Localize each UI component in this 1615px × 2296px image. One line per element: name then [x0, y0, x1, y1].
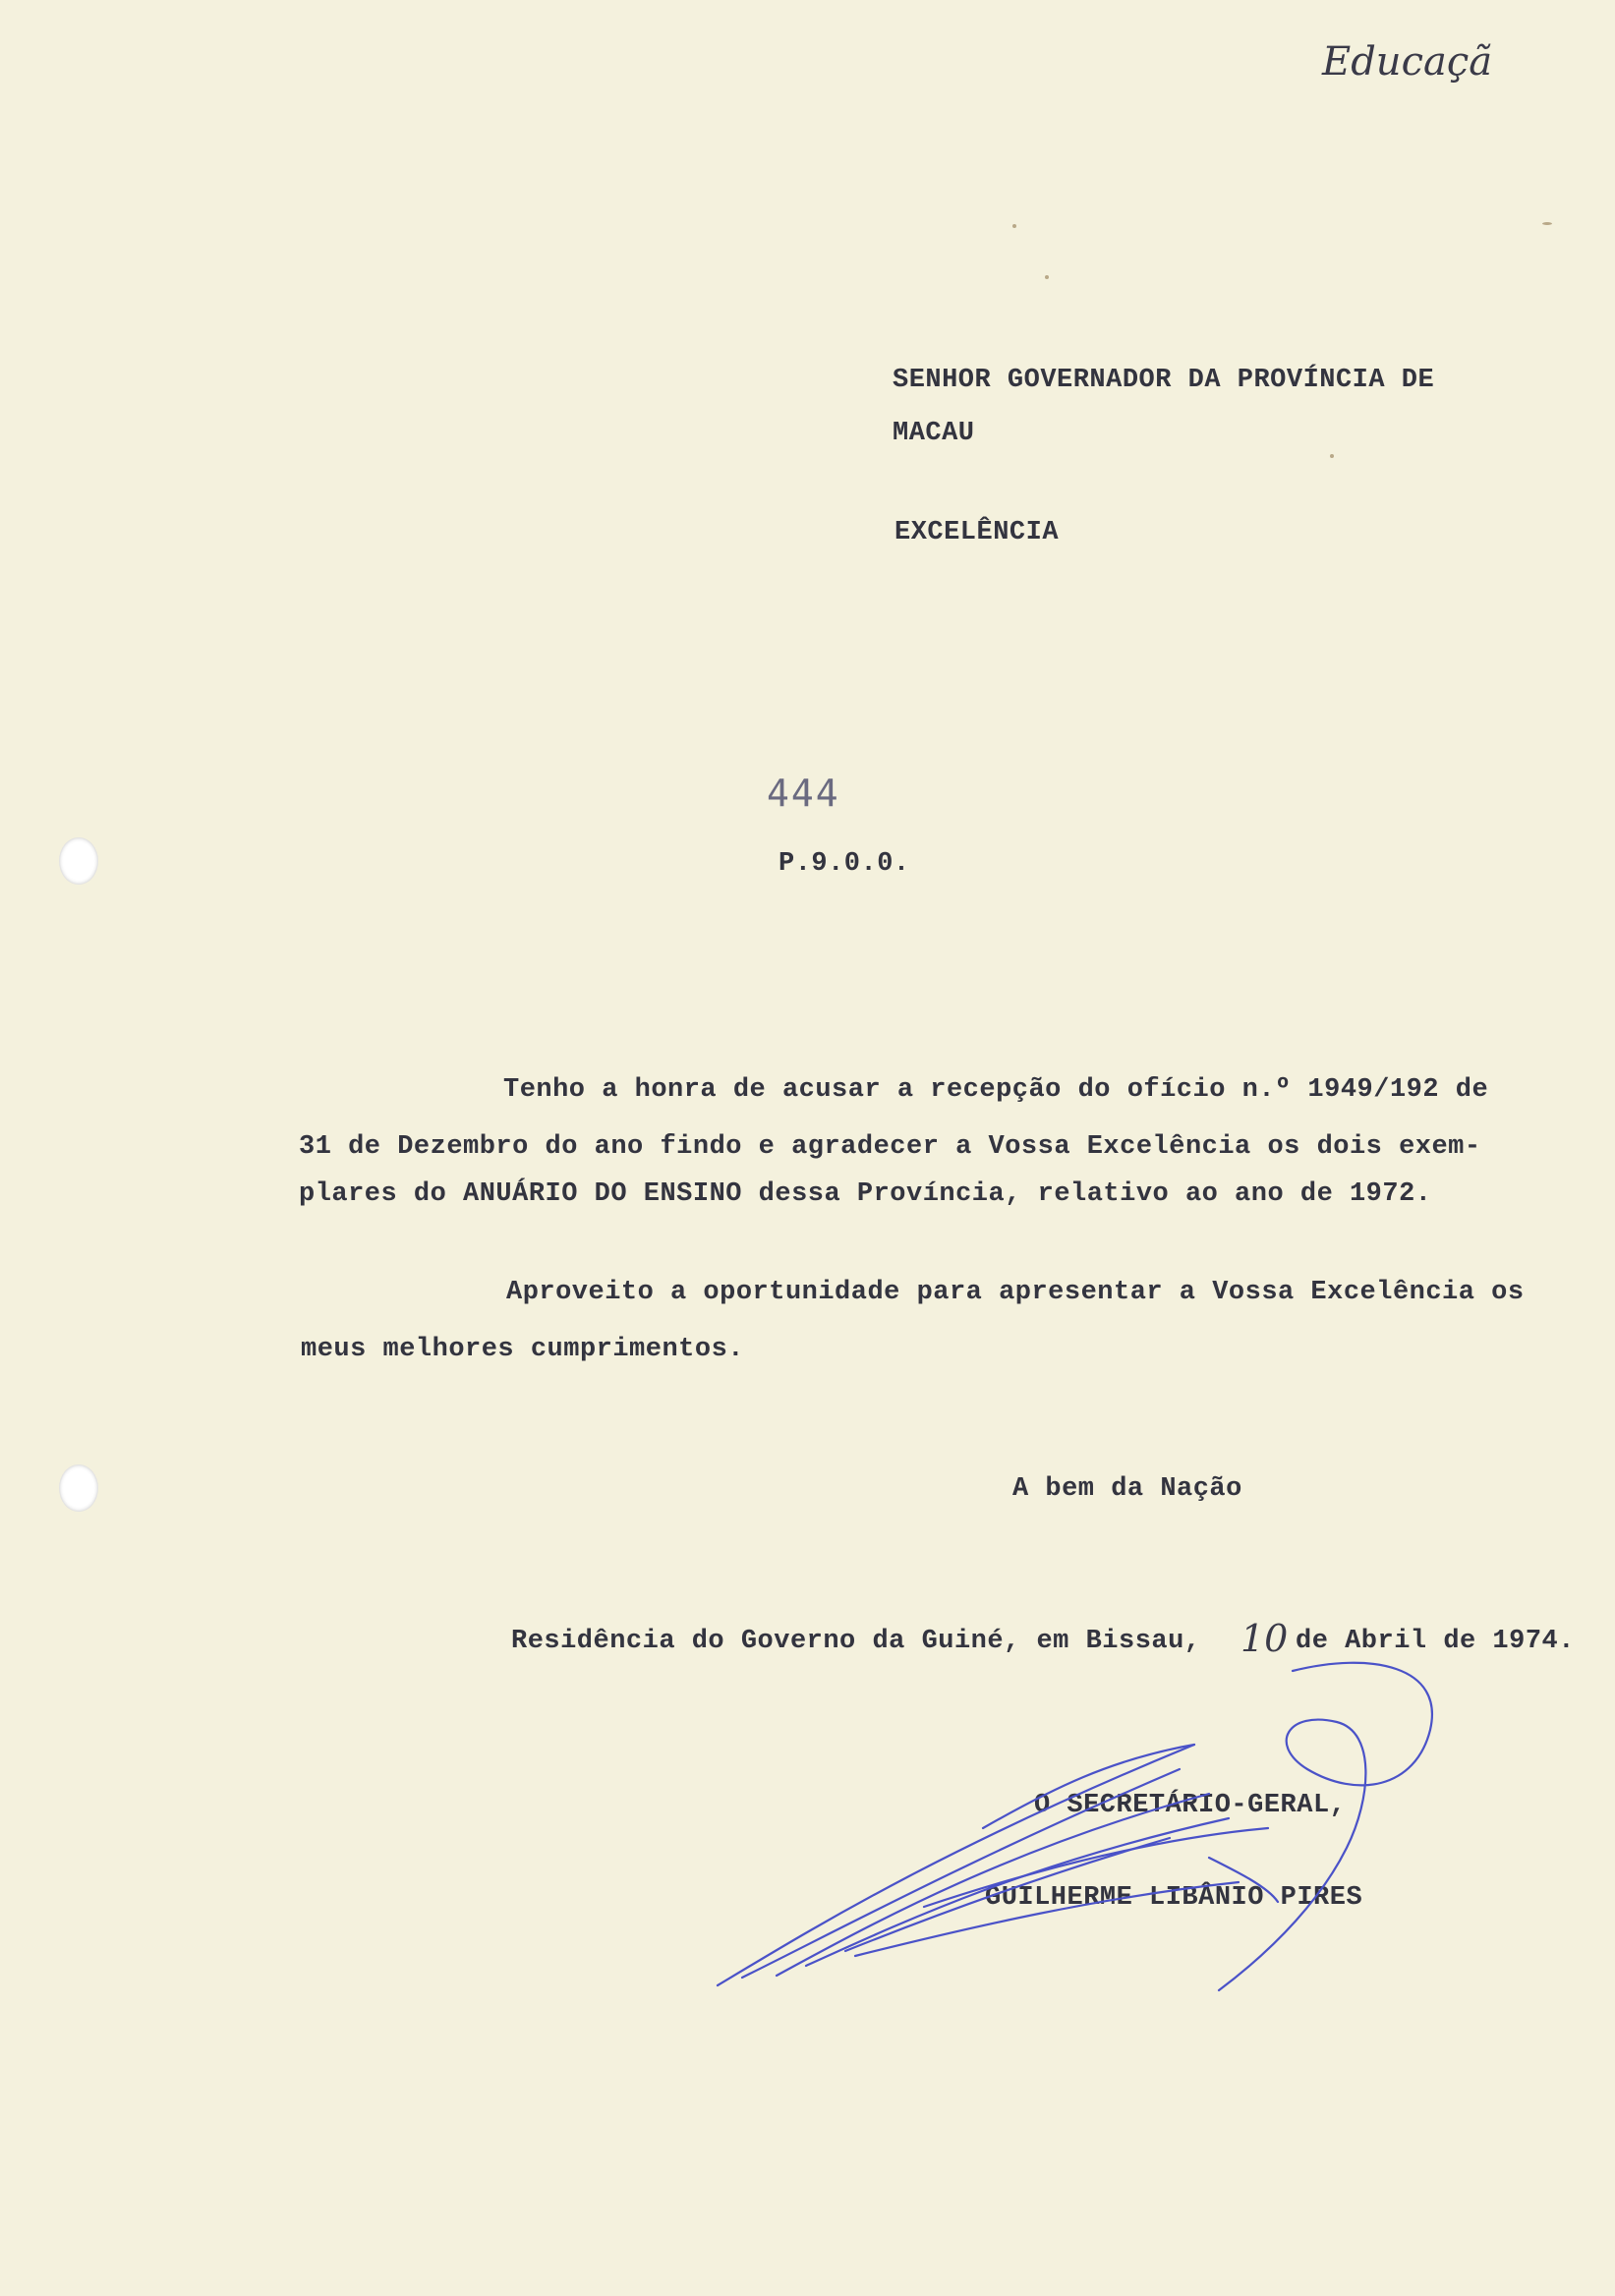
signatory-name: GUILHERME LIBÂNIO PIRES — [985, 1883, 1363, 1913]
body-paragraph-1-line-3: plares do ANUÁRIO DO ENSINO dessa Província, relativo ao ano de 1972. — [299, 1179, 1432, 1209]
handwritten-note: Educaçã — [1322, 39, 1493, 85]
reference-code: P.9.0.0. — [779, 849, 910, 879]
closing-formula: A bem da Nação — [1012, 1474, 1242, 1504]
body-paragraph-1-line-2: 31 de Dezembro do ano findo e agradecer a Vossa Excelência os dois exem- — [299, 1132, 1481, 1162]
file-number: 444 — [767, 772, 840, 815]
body-paragraph-1-line-1: Tenho a honra de acusar a recepção do ofício n.º 1949/192 de — [503, 1075, 1489, 1105]
body-paragraph-2-line-1: Aproveito a oportunidade para apresentar a Vossa Excelência os — [506, 1278, 1525, 1307]
recipient-line-2: MACAU — [893, 419, 975, 448]
place-date-day: 10 — [1240, 1617, 1289, 1660]
salutation: EXCELÊNCIA — [894, 518, 1060, 547]
signatory-title: O SECRETÁRIO-GERAL, — [1034, 1791, 1347, 1820]
place-date-suffix: de Abril de 1974. — [1296, 1627, 1575, 1656]
recipient-line-1: SENHOR GOVERNADOR DA PROVÍNCIA DE — [893, 366, 1435, 395]
body-paragraph-2-line-2: meus melhores cumprimentos. — [301, 1335, 744, 1364]
place-date-prefix: Residência do Governo da Guiné, em Bissau, — [511, 1627, 1201, 1656]
